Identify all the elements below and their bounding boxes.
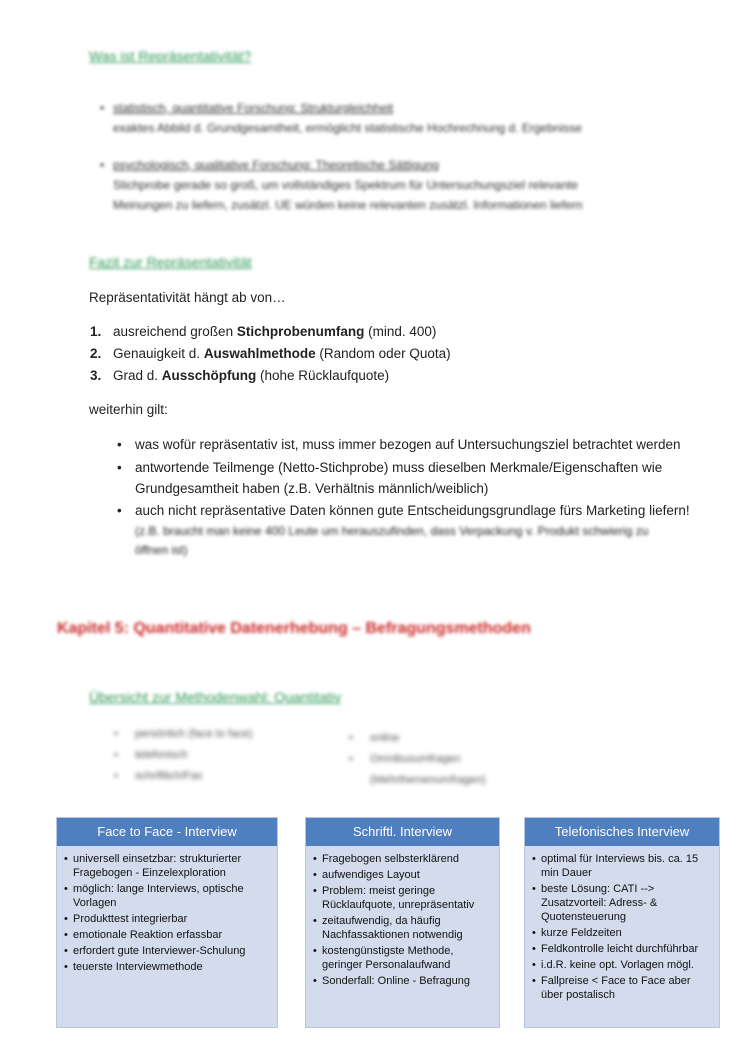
bullet-icon: •: [64, 853, 68, 865]
card-telephone: [524, 817, 720, 1028]
bullet-icon: •: [532, 943, 536, 955]
bullet-icon: •: [532, 975, 536, 987]
bullet-icon: •: [313, 975, 317, 987]
list-item-title: statistisch, quantitative Forschung: Strukturgleichheit: [113, 101, 394, 115]
card-item: [532, 852, 713, 880]
list-item-text: (Mehrthemenumfragen): [370, 774, 486, 786]
card-item: [532, 958, 713, 972]
card-item: [64, 882, 271, 910]
section-heading-conclusion: Fazit zur Repräsentativität: [89, 254, 252, 270]
card-body: [306, 846, 499, 988]
bullet-icon: •: [313, 853, 317, 865]
card-item-text: Fragebogen selbsterklärend: [322, 853, 459, 865]
intro-text: Repräsentativität hängt ab von…: [89, 290, 286, 305]
list-item-text: Stichprobe gerade so groß, um vollständiges Spektrum für Untersuchungsziel relevante: [113, 178, 578, 192]
card-item: [532, 882, 713, 924]
item-number: 2.: [90, 346, 102, 361]
card-item-text: kostengünstigste Methode, geringer Personalaufwand: [322, 945, 454, 971]
card-item: [313, 944, 493, 972]
card-item-text: universell einsetzbar: strukturierter Fragebogen - Einzelexploration: [73, 853, 242, 879]
card-item-text: möglich: lange Interviews, optische Vorlagen: [73, 883, 244, 909]
card-item-text: teuerste Interviewmethode: [73, 961, 203, 973]
numbered-item: [90, 368, 390, 383]
list-item: [100, 98, 582, 138]
list-item: [117, 500, 725, 521]
section-heading-representativeness: Was ist Repräsentativität?: [89, 48, 252, 64]
card-written: [305, 817, 500, 1028]
list-item: [349, 770, 486, 791]
method-list-right: [349, 728, 486, 791]
bullet-icon: •: [64, 929, 68, 941]
bullet-icon: •: [64, 961, 68, 973]
item-text: Grad d.: [113, 368, 162, 383]
list-item: [349, 728, 486, 749]
card-item: [313, 852, 493, 866]
card-item: [64, 928, 271, 942]
card-item: [313, 974, 493, 988]
list-item-text: Meinungen zu liefern, zusätzl. UE würden keine relevanten zusätzl. Informationen liefern: [113, 198, 583, 212]
numbered-item: [90, 346, 451, 361]
card-item-text: i.d.R. keine opt. Vorlagen mögl.: [541, 959, 694, 971]
card-body: [57, 846, 277, 974]
bullet-icon: •: [349, 732, 353, 744]
card-item: [64, 960, 271, 974]
bullet-icon: •: [117, 437, 122, 452]
card-item-text: Sonderfall: Online - Befragung: [322, 975, 470, 987]
list-item-text: exaktes Abbild d. Grundgesamtheit, ermöglicht statistische Hochrechnung d. Ergebnisse: [113, 121, 582, 135]
card-item: [532, 974, 713, 1002]
bullet-icon: •: [114, 749, 118, 761]
list-item: [349, 749, 486, 770]
card-item: [64, 912, 271, 926]
list-item: [114, 766, 252, 787]
list-item-text: öffnen ist): [135, 543, 188, 557]
overview-heading: Übersicht zur Methodenwahl: Quantitativ: [89, 689, 342, 705]
bullet-icon: •: [64, 883, 68, 895]
bullet-icon: •: [313, 869, 317, 881]
list-item-title: psychologisch, qualitative Forschung: Theoretische Sättigung: [113, 158, 439, 172]
card-item-text: aufwendiges Layout: [322, 869, 420, 881]
card-title: Telefonisches Interview: [525, 818, 719, 846]
bullet-icon: •: [117, 503, 122, 518]
card-item-text: emotionale Reaktion erfassbar: [73, 929, 223, 941]
item-text: ausreichend großen: [113, 324, 237, 339]
bullet-icon: •: [313, 885, 317, 897]
card-item-text: beste Lösung: CATI --> Zusatzvorteil: Adress- & Quotensteuerung: [541, 883, 658, 923]
numbered-item: [90, 324, 437, 339]
card-item-text: optimal für Interviews bis. ca. 15 min Dauer: [541, 853, 699, 879]
list-item-text: persönlich (face to face): [135, 728, 253, 740]
card-item: [64, 944, 271, 958]
card-item-text: erfordert gute Interviewer-Schulung: [73, 945, 246, 957]
bullet-icon: •: [532, 883, 536, 895]
further-text: weiterhin gilt:: [89, 402, 168, 417]
list-item-text: online: [370, 732, 400, 744]
list-item-text: auch nicht repräsentative Daten können gute Entscheidungsgrundlage fürs Marketing liefern!: [135, 503, 690, 518]
list-item-text: telefonisch: [135, 749, 188, 761]
method-list-left: [114, 724, 252, 787]
item-number: 1.: [90, 324, 102, 339]
card-title: Schriftl. Interview: [306, 818, 499, 846]
list-item-note: [135, 522, 725, 560]
item-number: 3.: [90, 368, 102, 383]
card-item-text: Fallpreise < Face to Face aber über postalisch: [541, 975, 691, 1001]
bullet-icon: •: [114, 728, 118, 740]
card-item: [64, 852, 271, 880]
card-body: [525, 846, 719, 1002]
list-item-text: was wofür repräsentativ ist, muss immer bezogen auf Untersuchungsziel betrachtet werden: [135, 437, 681, 452]
list-item-text: schriftlich/Fax: [135, 770, 203, 782]
chapter-title: Kapitel 5: Quantitative Datenerhebung – Befragungsmethoden: [57, 620, 531, 637]
bullet-icon: •: [532, 853, 536, 865]
item-text: Genauigkeit d.: [113, 346, 204, 361]
bullet-icon: •: [313, 915, 317, 927]
item-text: (hohe Rücklaufquote): [256, 368, 390, 383]
item-text: (Random oder Quota): [315, 346, 451, 361]
card-item: [532, 926, 713, 940]
bullet-icon: •: [313, 945, 317, 957]
item-emphasis: Auswahlmethode: [203, 346, 316, 361]
list-item-text: antwortende Teilmenge (Netto-Stichprobe) muss dieselben Merkmale/Eigenschaften wie: [135, 460, 663, 475]
card-item: [532, 942, 713, 956]
card-item: [313, 868, 493, 882]
bullet-icon: •: [100, 101, 105, 115]
list-item: [100, 155, 583, 215]
card-item-text: Feldkontrolle leicht durchführbar: [541, 943, 699, 955]
list-item: [117, 434, 725, 455]
list-item: [114, 724, 252, 745]
list-item-text: (z.B. braucht man keine 400 Leute um herauszufinden, dass Verpackung v. Produkt schwierig zu: [135, 524, 649, 538]
bullet-icon: •: [117, 460, 122, 475]
card-face-to-face: [56, 817, 278, 1028]
list-item-text: Omnibusumfragen: [370, 753, 461, 765]
item-emphasis: Stichprobenumfang: [236, 324, 365, 339]
item-emphasis: Ausschöpfung: [161, 368, 257, 383]
card-item-text: kurze Feldzeiten: [541, 927, 622, 939]
bullet-icon: •: [64, 913, 68, 925]
bullet-icon: •: [64, 945, 68, 957]
card-title: Face to Face - Interview: [57, 818, 277, 846]
card-item-text: zeitaufwendig, da häufig Nachfassaktionen notwendig: [322, 915, 463, 941]
list-item: [117, 457, 725, 499]
card-item-text: Produkttest integrierbar: [73, 913, 188, 925]
bullet-icon: •: [532, 927, 536, 939]
item-text: (mind. 400): [364, 324, 437, 339]
card-item: [313, 884, 493, 912]
bullet-icon: •: [100, 158, 105, 172]
card-item: [313, 914, 493, 942]
bullet-icon: •: [349, 753, 353, 765]
list-item: [114, 745, 252, 766]
list-item-text: Grundgesamtheit haben (z.B. Verhältnis männlich/weiblich): [135, 481, 489, 496]
bullet-icon: •: [532, 959, 536, 971]
card-item-text: Problem: meist geringe Rücklaufquote, unrepräsentativ: [322, 885, 475, 911]
bullet-icon: •: [114, 770, 118, 782]
